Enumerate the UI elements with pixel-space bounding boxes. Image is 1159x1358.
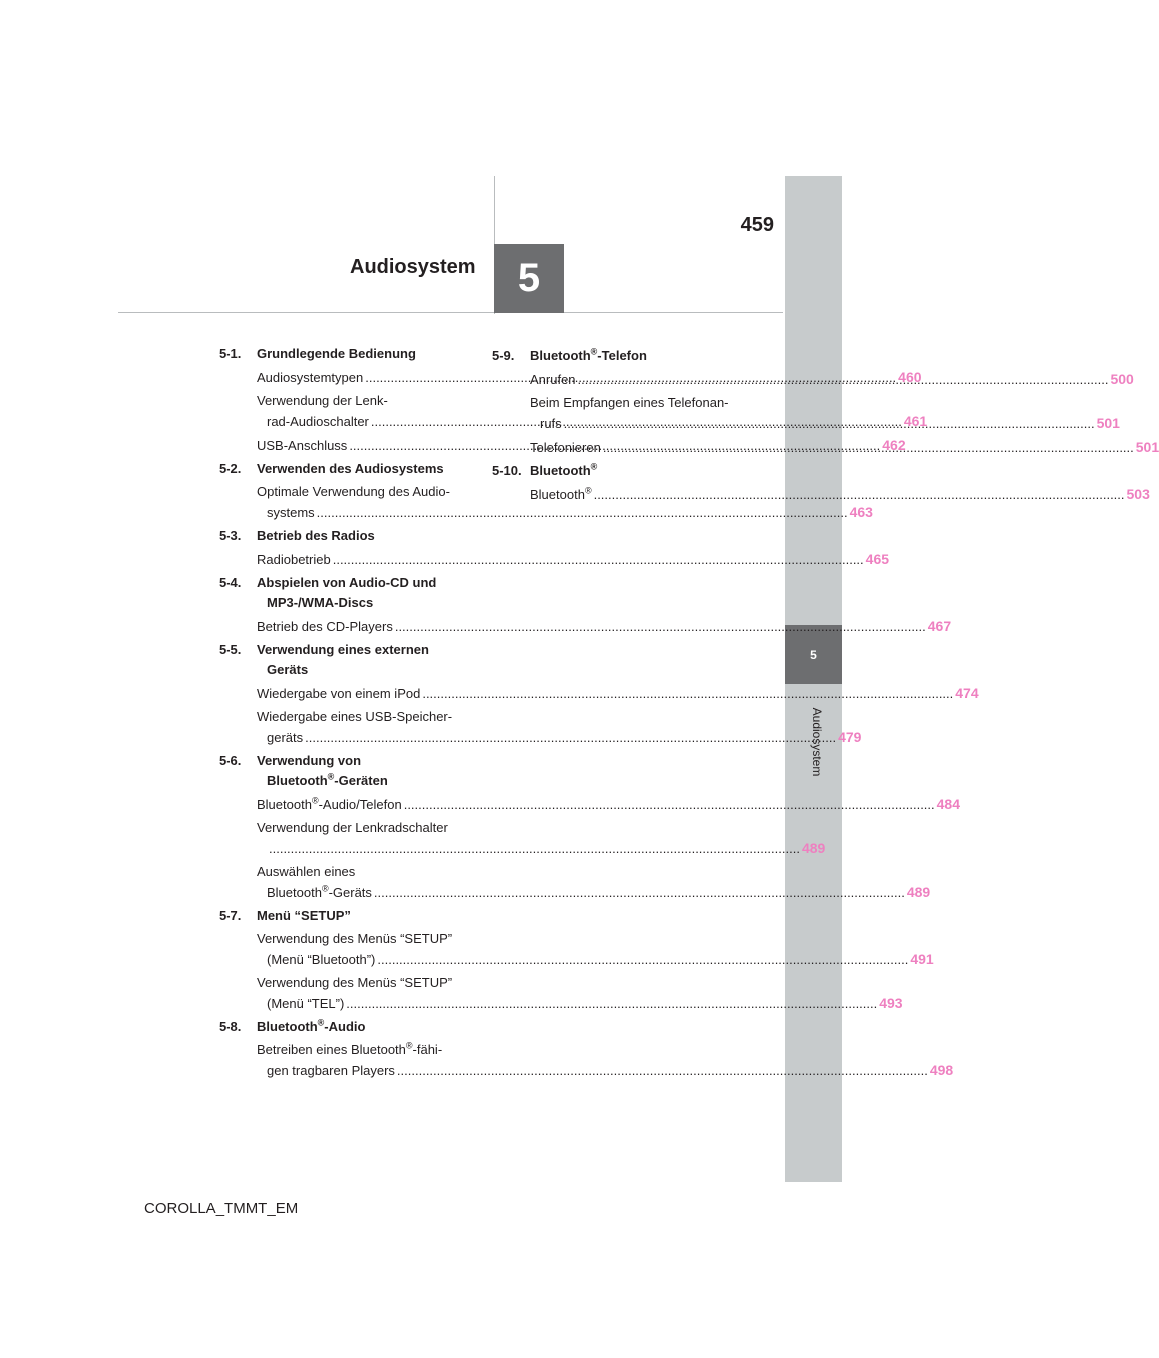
toc-entry[interactable]: Bluetooth®-Audio/Telefon ..... 484 <box>219 794 467 815</box>
page-link[interactable]: 498 <box>929 1062 954 1078</box>
toc-entry[interactable]: Auswählen eines Bluetooth®-Geräts..... 489 <box>219 862 467 903</box>
toc-entry[interactable]: Optimale Verwendung des Audio- systems..... 463 <box>219 482 467 523</box>
page-link[interactable]: 500 <box>1110 371 1134 387</box>
side-tab-label: Audiosystem <box>810 707 824 777</box>
toc-entry[interactable]: Wiedergabe von einem iPod ..... 474 <box>219 683 467 704</box>
toc-entry[interactable]: Beim Empfangen eines Telefonan- rufs..... 501 <box>492 393 740 434</box>
toc-entry[interactable]: Audiosystemtypen ..... 460 <box>219 367 467 388</box>
page-link[interactable]: 462 <box>882 437 906 453</box>
page-link[interactable]: 503 <box>1126 486 1150 502</box>
toc-section-heading: 5-6. Verwendung von Bluetooth®-Geräten <box>219 753 388 788</box>
toc-entry[interactable]: Betrieb des CD-Players ..... 467 <box>219 616 467 637</box>
toc-section-heading: 5-2. Verwenden des Audiosystems <box>219 461 444 476</box>
toc-entry[interactable]: Verwendung der Lenk- rad-Audioschalter..... 461 <box>219 391 467 432</box>
toc-section-heading: 5-4. Abspielen von Audio-CD und MP3-/WMA-Discs <box>219 575 437 610</box>
toc-entry[interactable]: Verwendung der Lenkradschalter ..... 489 <box>219 818 467 859</box>
toc-entry[interactable]: Anrufen ..... 500 <box>492 369 740 390</box>
toc-entry[interactable]: USB-Anschluss ..... 462 <box>219 435 467 456</box>
page-link[interactable]: 461 <box>903 413 928 429</box>
page-link[interactable]: 491 <box>910 951 934 967</box>
page-link[interactable]: 484 <box>936 796 960 812</box>
page-link[interactable]: 501 <box>1135 439 1159 455</box>
toc-section-heading: 5-1. Grundlegende Bedienung <box>219 346 416 361</box>
page-link[interactable]: 479 <box>838 729 862 745</box>
side-tab-number: 5 <box>810 647 817 662</box>
page-link[interactable]: 460 <box>898 369 922 385</box>
page-link[interactable]: 463 <box>849 504 873 520</box>
page-link[interactable]: 489 <box>801 840 826 856</box>
page-link[interactable]: 467 <box>927 618 952 634</box>
toc-entry[interactable]: Verwendung des Menüs “SETUP” (Menü “Bluetooth”)..... 491 <box>219 929 467 970</box>
page-link[interactable]: 489 <box>906 884 931 900</box>
toc-entry[interactable]: Radiobetrieb ..... 465 <box>219 549 467 570</box>
toc-entry[interactable]: Telefonieren ..... 501 <box>492 437 740 458</box>
chapter-number-box <box>494 244 564 313</box>
toc-entry[interactable]: Bluetooth® ..... 503 <box>492 484 740 505</box>
page-link[interactable]: 493 <box>879 995 903 1011</box>
page-number: 459 <box>740 214 774 236</box>
toc-entry[interactable]: Verwendung des Menüs “SETUP” (Menü “TEL”)..... 493 <box>219 973 467 1014</box>
toc-section-heading: 5-5. Verwendung eines externen Geräts <box>219 642 429 677</box>
toc-section-heading: 5-10. Bluetooth® <box>492 461 598 478</box>
toc-section-heading: 5-8. Bluetooth®-Audio <box>219 1017 366 1034</box>
page-link[interactable]: 465 <box>865 551 890 567</box>
footer-code: COROLLA_TMMT_EM <box>144 1200 299 1217</box>
chapter-number: 5 <box>517 256 541 300</box>
chapter-title: Audiosystem <box>350 256 476 278</box>
header-horizontal-rule <box>118 312 783 313</box>
page-link[interactable]: 474 <box>955 685 979 701</box>
page-link[interactable]: 501 <box>1096 415 1120 431</box>
toc-entry[interactable]: Wiedergabe eines USB-Speicher- geräts..... 479 <box>219 707 467 748</box>
toc-section-heading: 5-9. Bluetooth®-Telefon <box>492 346 647 363</box>
toc-section-heading: 5-3. Betrieb des Radios <box>219 528 375 543</box>
toc-entry[interactable]: Betreiben eines Bluetooth®-fähi- gen tragbaren Players..... 498 <box>219 1040 467 1081</box>
toc-section-heading: 5-7. Menü “SETUP” <box>219 908 351 923</box>
